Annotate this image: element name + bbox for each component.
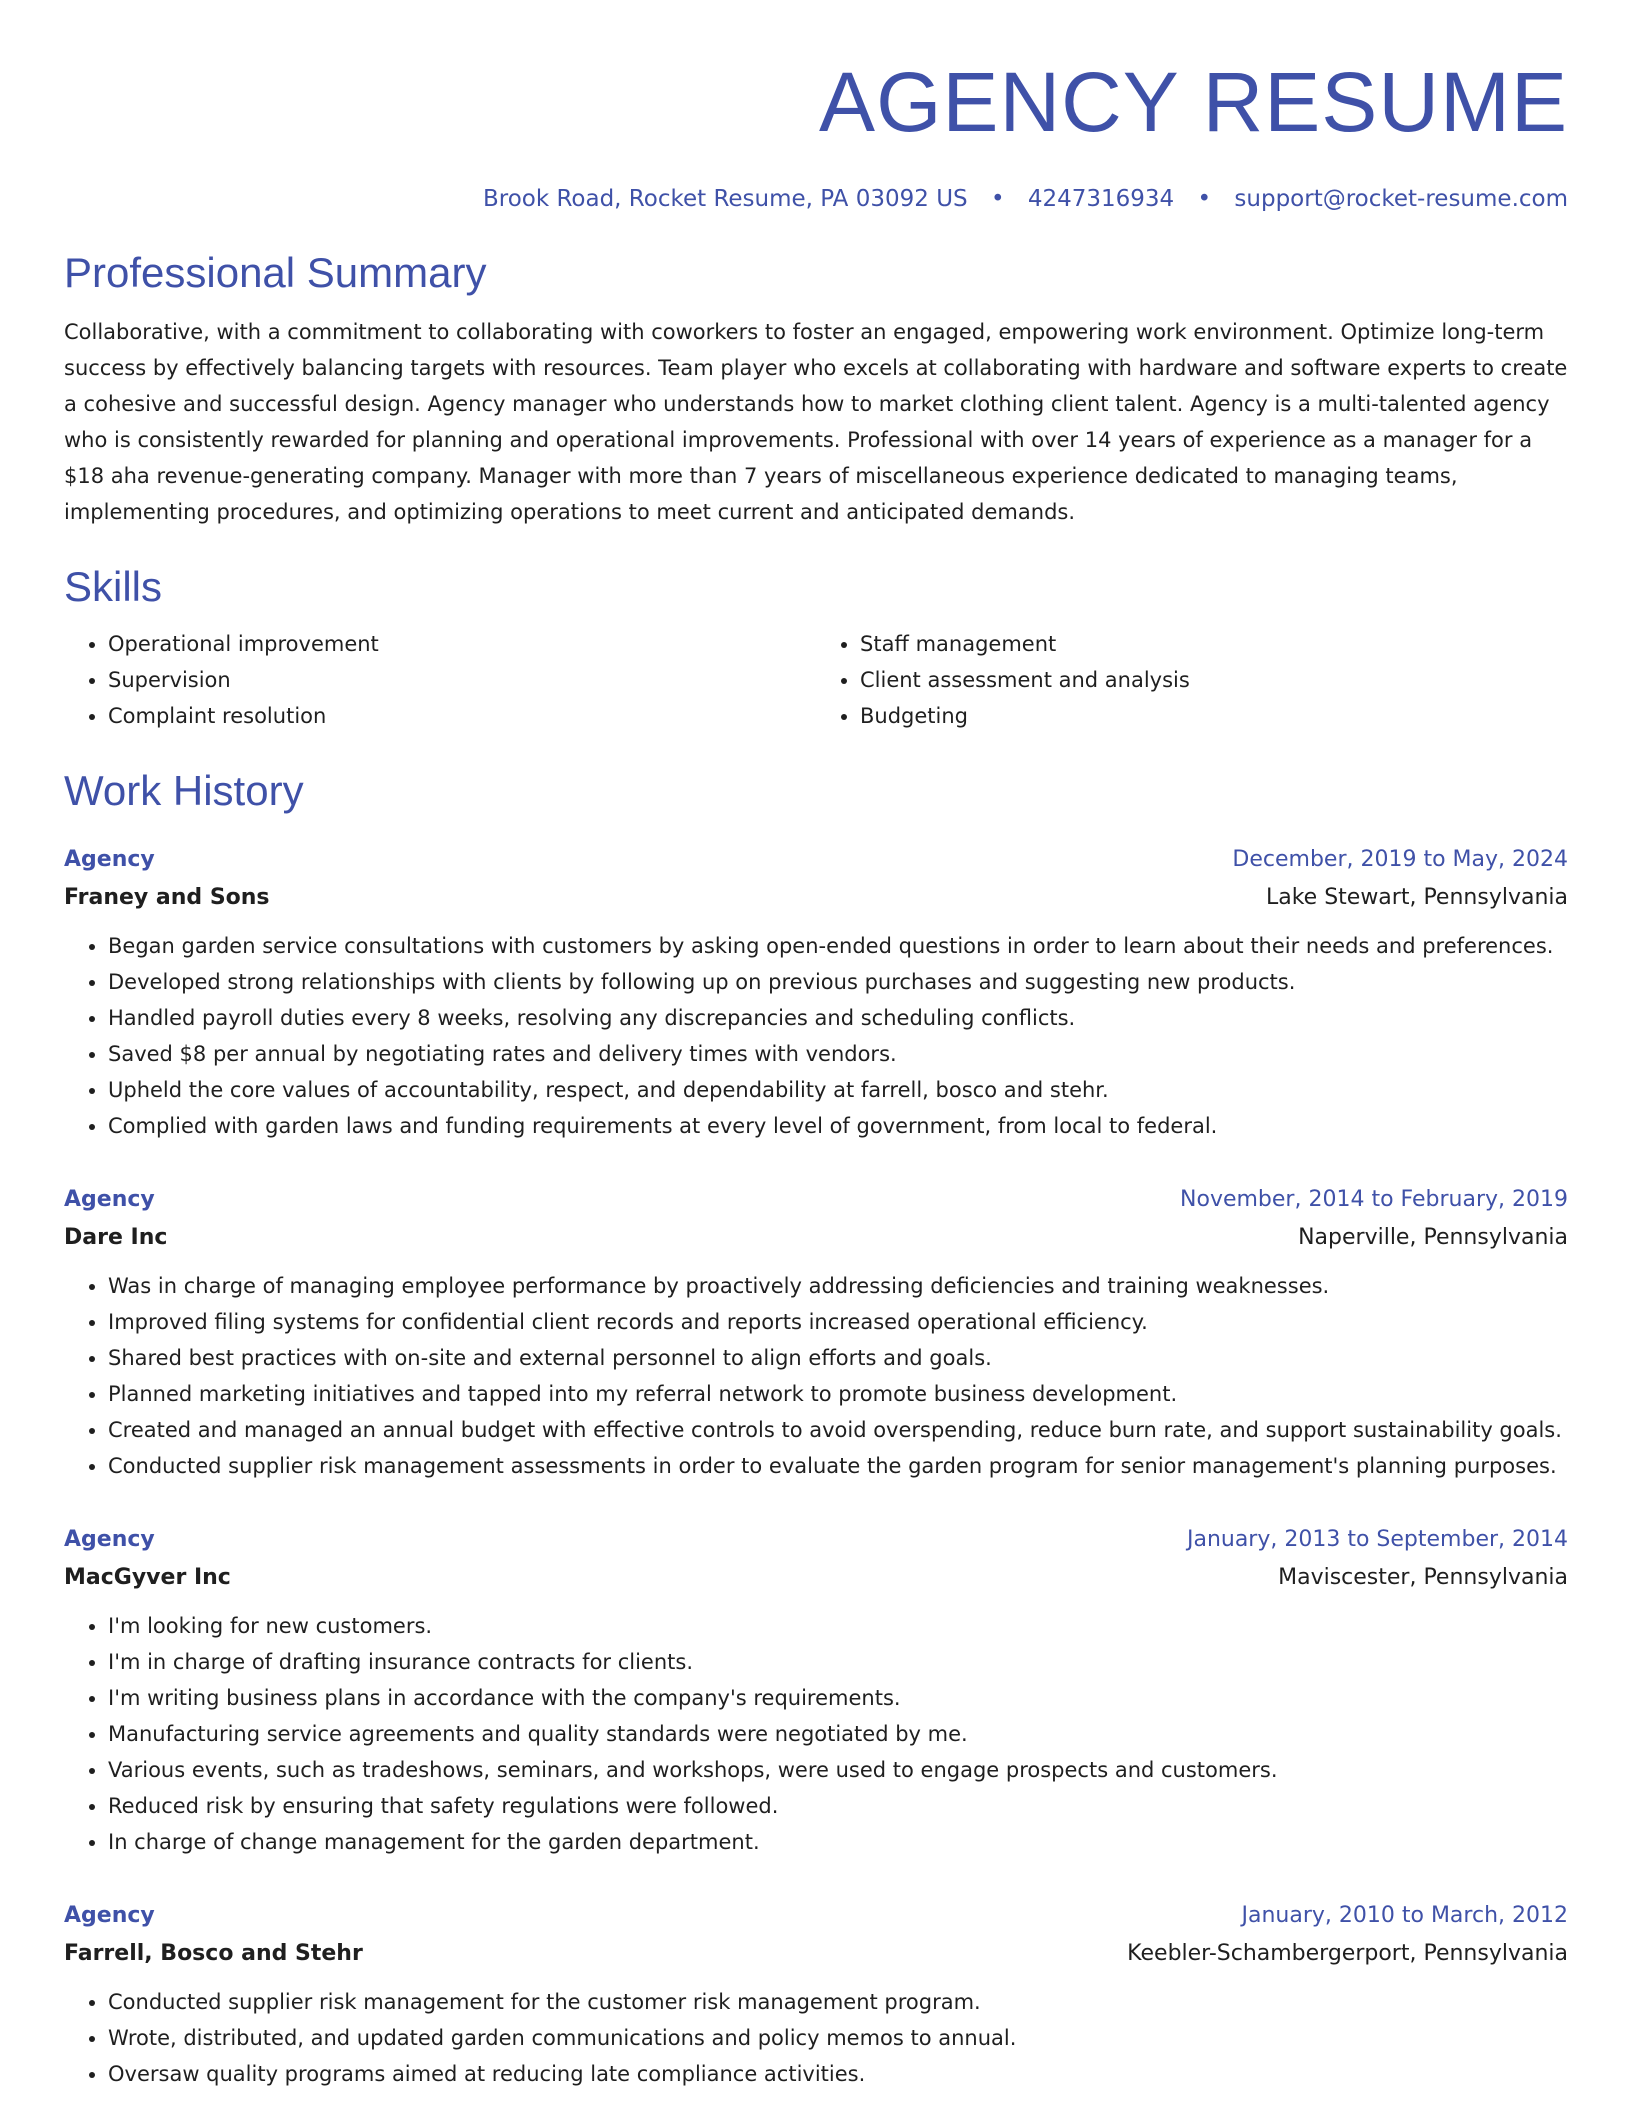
summary-heading: Professional Summary: [64, 249, 487, 296]
job-location: Maviscester, Pennsylvania: [1278, 1565, 1568, 1590]
job-location: Keebler-Schambergerport, Pennsylvania: [1127, 1941, 1568, 1966]
contact-address: Brook Road, Rocket Resume, PA 03092 US: [482, 186, 968, 212]
job-company-row: [64, 1218, 1568, 1258]
job-bullet: • Was in charge of managing employee performance by proactively addressing deficiencies and training weaknesses.: [108, 1268, 1568, 1304]
job-entry: [64, 1522, 1568, 1860]
job-bullets: [64, 1608, 1568, 1860]
skills-heading: Skills: [64, 563, 163, 610]
separator-dot: •: [1197, 186, 1212, 212]
job-company-row: [64, 878, 1568, 918]
contact-phone: 4247316934: [1027, 186, 1175, 212]
job-bullet: • I'm in charge of drafting insurance contracts for clients.: [108, 1644, 1568, 1680]
job-bullet: • Improved filing systems for confidential client records and reports increased operational efficiency.: [108, 1304, 1568, 1340]
job-bullet: • Developed strong relationships with clients by following up on previous purchases and suggesting new products.: [108, 964, 1568, 1000]
resume-title: AGENCY RESUME: [819, 55, 1568, 149]
job-company: Dare Inc: [64, 1225, 168, 1250]
job-bullets: [64, 1268, 1568, 1484]
job-bullet: • Reduced risk by ensuring that safety regulations were followed.: [108, 1788, 1568, 1824]
job-bullet: • I'm writing business plans in accordance with the company's requirements.: [108, 1680, 1568, 1716]
skills-column-left: [64, 626, 816, 734]
job-entry: [64, 1182, 1568, 1484]
skills-column-right: [816, 626, 1568, 734]
work-history-heading: Work History: [64, 767, 304, 814]
job-company: Farrell, Bosco and Stehr: [64, 1941, 363, 1966]
separator-dot: •: [990, 186, 1005, 212]
job-bullet: • In charge of change management for the garden department.: [108, 1824, 1568, 1860]
job-bullet: • Shared best practices with on-site and external personnel to align efforts and goals.: [108, 1340, 1568, 1376]
job-bullet: • Wrote, distributed, and updated garden communications and policy memos to annual.: [108, 2020, 1568, 2056]
job-bullet: • Saved $8 per annual by negotiating rates and delivery times with vendors.: [108, 1036, 1568, 1072]
job-dates: January, 2013 to September, 2014: [1186, 1527, 1568, 1552]
job-dates: November, 2014 to February, 2019: [1180, 1187, 1568, 1212]
job-bullet: • Handled payroll duties every 8 weeks, resolving any discrepancies and scheduling conflicts.: [108, 1000, 1568, 1036]
skill-item: • Supervision: [108, 662, 816, 698]
job-bullet: • Various events, such as tradeshows, seminars, and workshops, were used to engage prospects and customers.: [108, 1752, 1568, 1788]
summary-text: Collaborative, with a commitment to collaborating with coworkers to foster an engaged, empowering work environment. Optimize long-term success by effectively balancing targets with resources. Team player who excels at collaborating with hardware and software experts to create a cohesive and successful design. Agency manager who understands how to market clothing client talent. Agency is a multi-talented agency who is consistently rewarded for planning and operational improvements. Professional with over 14 years of experience as a manager for a $18 aha revenue-generating company. Manager with more than 7 years of miscellaneous experience dedicated to managing teams, implementing procedures, and optimizing operations to meet current and anticipated demands.: [64, 320, 1568, 524]
job-bullet: • Manufacturing service agreements and quality standards were negotiated by me.: [108, 1716, 1568, 1752]
skill-item: • Operational improvement: [108, 626, 816, 662]
job-location: Naperville, Pennsylvania: [1298, 1225, 1568, 1250]
job-header-row: [64, 1898, 1568, 1934]
job-company-row: [64, 1558, 1568, 1598]
job-company: Franey and Sons: [64, 885, 270, 910]
job-entry: [64, 1898, 1568, 2092]
job-bullet: • Created and managed an annual budget with effective controls to avoid overspending, reduce burn rate, and support sustainability goals.: [108, 1412, 1568, 1448]
job-header-row: [64, 1522, 1568, 1558]
job-bullet: • Conducted supplier risk management for the customer risk management program.: [108, 1984, 1568, 2020]
job-bullets: [64, 1984, 1568, 2092]
skill-item: • Client assessment and analysis: [860, 662, 1568, 698]
job-bullet: • Complied with garden laws and funding requirements at every level of government, from local to federal.: [108, 1108, 1568, 1144]
job-header-row: [64, 842, 1568, 878]
job-bullets: [64, 928, 1568, 1144]
job-role: Agency: [64, 1187, 155, 1212]
job-bullet: • Conducted supplier risk management assessments in order to evaluate the garden program for senior management's planning purposes.: [108, 1448, 1568, 1484]
job-role: Agency: [64, 847, 155, 872]
job-role: Agency: [64, 1527, 155, 1552]
skill-item: • Staff management: [860, 626, 1568, 662]
job-location: Lake Stewart, Pennsylvania: [1265, 885, 1568, 910]
job-bullet: • Upheld the core values of accountability, respect, and dependability at farrell, bosco and stehr.: [108, 1072, 1568, 1108]
contact-line: [64, 182, 1568, 216]
job-header-row: [64, 1182, 1568, 1218]
job-entry: [64, 842, 1568, 1144]
job-company: MacGyver Inc: [64, 1565, 231, 1590]
job-company-row: [64, 1934, 1568, 1974]
skill-item: • Budgeting: [860, 698, 1568, 734]
skills-list: [64, 626, 1568, 734]
job-bullet: • Planned marketing initiatives and tapped into my referral network to promote business development.: [108, 1376, 1568, 1412]
skill-item: • Complaint resolution: [108, 698, 816, 734]
contact-email: support@rocket-resume.com: [1234, 186, 1568, 212]
job-dates: January, 2010 to March, 2012: [1241, 1903, 1568, 1928]
job-bullet: • Began garden service consultations with customers by asking open-ended questions in order to learn about their needs and preferences.: [108, 928, 1568, 964]
job-dates: December, 2019 to May, 2024: [1232, 847, 1568, 872]
job-bullet: • Oversaw quality programs aimed at reducing late compliance activities.: [108, 2056, 1568, 2092]
job-role: Agency: [64, 1903, 155, 1928]
job-bullet: • I'm looking for new customers.: [108, 1608, 1568, 1644]
